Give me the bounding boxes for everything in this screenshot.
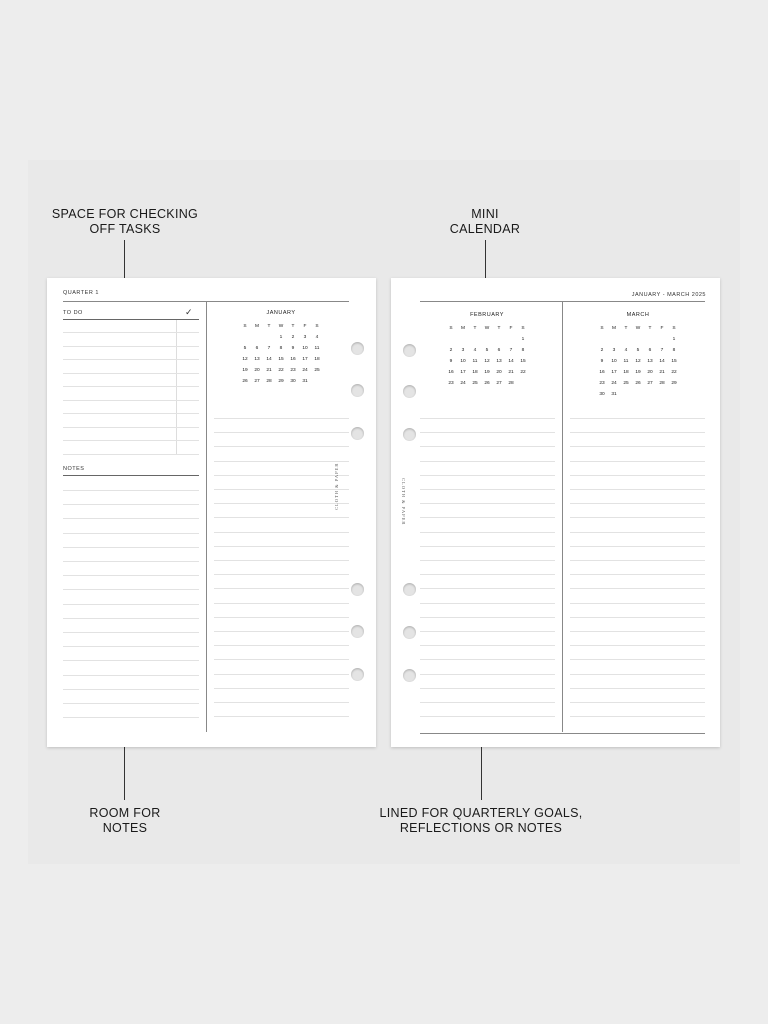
calendar-blank — [445, 336, 457, 343]
calendar-blank — [251, 334, 263, 341]
ruled-line — [214, 489, 349, 490]
ruled-line — [420, 418, 555, 419]
callout-lined: LINED FOR QUARTERLY GOALS, REFLECTIONS OR NOTES — [379, 806, 583, 835]
calendar-day: 20 — [496, 370, 502, 375]
calendar-day: 5 — [243, 346, 247, 351]
ruled-line — [214, 446, 349, 447]
calendar-day: 12 — [242, 357, 248, 362]
ruled-line — [63, 346, 199, 347]
todo-label: TO DO — [63, 310, 83, 316]
calendar-day: 4 — [473, 348, 477, 353]
calendar-blank — [263, 334, 275, 341]
weekday-label: S — [600, 326, 604, 331]
right-divider — [562, 302, 563, 732]
calendar-day: 27 — [496, 381, 502, 386]
weekday-label: F — [303, 324, 307, 329]
calendar-day: 14 — [508, 359, 514, 364]
calendar-blank — [505, 336, 517, 343]
ruled-line — [420, 517, 555, 518]
ruled-line — [420, 489, 555, 490]
calendar-day: 17 — [460, 370, 466, 375]
ruled-line — [63, 675, 199, 676]
ruled-line — [63, 618, 199, 619]
calendar-day: 23 — [599, 381, 605, 386]
calendar-day: 16 — [599, 370, 605, 375]
calendar-day: 16 — [290, 357, 296, 362]
mini-calendar-february — [445, 312, 529, 387]
ruled-line — [63, 646, 199, 647]
weekday-label: M — [461, 326, 465, 331]
ruled-line — [420, 674, 555, 675]
calendar-day: 2 — [600, 348, 604, 353]
ruled-line — [570, 702, 705, 703]
calendar-day: 27 — [254, 379, 260, 384]
ruled-line — [420, 702, 555, 703]
calendar-title: MARCH — [626, 312, 650, 318]
ruled-line — [214, 588, 349, 589]
calendar-day: 5 — [485, 348, 489, 353]
ruled-line — [214, 432, 349, 433]
calendar-day: 18 — [472, 370, 478, 375]
calendar-day: 13 — [254, 357, 260, 362]
calendar-day: 16 — [448, 370, 454, 375]
calendar-grid — [596, 325, 680, 398]
right-planner-page — [391, 278, 720, 747]
ruled-line — [214, 546, 349, 547]
ruled-line — [214, 645, 349, 646]
ruled-line — [570, 617, 705, 618]
weekday-label: S — [672, 326, 676, 331]
calendar-day: 15 — [278, 357, 284, 362]
calendar-blank — [457, 336, 469, 343]
calendar-day: 9 — [291, 346, 295, 351]
ruled-line — [214, 716, 349, 717]
calendar-title: JANUARY — [266, 310, 296, 316]
calendar-day: 2 — [449, 348, 453, 353]
binder-hole — [403, 669, 416, 682]
calendar-title: FEBRUARY — [470, 312, 504, 318]
calendar-day: 7 — [509, 348, 513, 353]
ruled-line — [214, 461, 349, 462]
ruled-line — [570, 489, 705, 490]
ruled-line — [63, 440, 199, 441]
calendar-day: 18 — [314, 357, 320, 362]
check-icon: ✓ — [185, 307, 193, 317]
ruled-line — [420, 560, 555, 561]
ruled-line — [63, 604, 199, 605]
calendar-day: 12 — [484, 359, 490, 364]
calendar-day: 20 — [647, 370, 653, 375]
ruled-line — [63, 689, 199, 690]
notes-rule — [63, 475, 199, 476]
calendar-day: 22 — [671, 370, 677, 375]
ruled-line — [214, 659, 349, 660]
calendar-day: 19 — [484, 370, 490, 375]
ruled-line — [420, 603, 555, 604]
todo-rule — [63, 319, 199, 320]
ruled-line — [570, 659, 705, 660]
binder-hole — [351, 384, 364, 397]
ruled-line — [420, 432, 555, 433]
ruled-line — [63, 359, 199, 360]
ruled-line — [214, 560, 349, 561]
calendar-day: 23 — [290, 368, 296, 373]
calendar-day: 27 — [647, 381, 653, 386]
calendar-day: 9 — [600, 359, 604, 364]
left-planner-page — [47, 278, 376, 747]
calendar-blank — [644, 336, 656, 343]
callout-checking: SPACE FOR CHECKING OFF TASKS — [51, 207, 199, 236]
ruled-line — [214, 418, 349, 419]
ruled-line — [420, 546, 555, 547]
calendar-day: 28 — [659, 381, 665, 386]
calendar-day: 3 — [612, 348, 616, 353]
ruled-line — [63, 518, 199, 519]
calendar-day: 30 — [290, 379, 296, 384]
calendar-day: 6 — [255, 346, 259, 351]
calendar-day: 15 — [671, 359, 677, 364]
ruled-line — [214, 517, 349, 518]
binder-hole — [403, 385, 416, 398]
calendar-day: 4 — [315, 335, 319, 340]
weekday-label: S — [243, 324, 247, 329]
ruled-line — [420, 446, 555, 447]
callout-notes: ROOM FOR NOTES — [89, 806, 161, 835]
ruled-line — [63, 413, 199, 414]
calendar-day: 26 — [635, 381, 641, 386]
calendar-blank — [493, 336, 505, 343]
calendar-day: 6 — [497, 348, 501, 353]
weekday-label: F — [509, 326, 513, 331]
weekday-label: S — [521, 326, 525, 331]
calendar-day: 31 — [302, 379, 308, 384]
calendar-grid — [445, 325, 529, 387]
ruled-line — [214, 688, 349, 689]
ruled-line — [63, 427, 199, 428]
calendar-day: 21 — [659, 370, 665, 375]
calendar-day: 10 — [611, 359, 617, 364]
weekday-label: M — [255, 324, 259, 329]
binder-hole — [351, 342, 364, 355]
calendar-day: 7 — [660, 348, 664, 353]
mini-calendar-january — [239, 310, 323, 385]
ruled-line — [63, 454, 199, 455]
calendar-day: 23 — [448, 381, 454, 386]
ruled-line — [63, 632, 199, 633]
calendar-blank — [469, 336, 481, 343]
brand-mark: CLOTH & PAPER — [401, 478, 406, 526]
binder-hole — [403, 583, 416, 596]
ruled-line — [63, 589, 199, 590]
mini-calendar-march — [596, 312, 680, 398]
calendar-day: 29 — [671, 381, 677, 386]
calendar-day: 22 — [278, 368, 284, 373]
calendar-day: 1 — [672, 337, 676, 342]
ruled-line — [63, 575, 199, 576]
calendar-day: 31 — [611, 392, 617, 397]
ruled-line — [63, 660, 199, 661]
calendar-day: 14 — [266, 357, 272, 362]
binder-hole — [351, 668, 364, 681]
calendar-day: 15 — [520, 359, 526, 364]
ruled-line — [570, 461, 705, 462]
ruled-line — [570, 688, 705, 689]
calendar-day: 1 — [279, 335, 283, 340]
binder-hole — [403, 344, 416, 357]
calendar-day: 5 — [636, 348, 640, 353]
calendar-blank — [239, 334, 251, 341]
calendar-blank — [608, 336, 620, 343]
quarter-label: QUARTER 1 — [63, 290, 99, 296]
calendar-day: 8 — [279, 346, 283, 351]
calendar-day: 25 — [314, 368, 320, 373]
calendar-day: 28 — [508, 381, 514, 386]
ruled-line — [420, 475, 555, 476]
binder-hole — [351, 625, 364, 638]
ruled-line — [570, 631, 705, 632]
calendar-day: 21 — [508, 370, 514, 375]
weekday-label: M — [612, 326, 616, 331]
weekday-label: W — [484, 326, 490, 331]
notes-label: NOTES — [63, 466, 85, 472]
ruled-line — [214, 603, 349, 604]
weekday-label: S — [315, 324, 319, 329]
calendar-day: 14 — [659, 359, 665, 364]
calendar-day: 19 — [635, 370, 641, 375]
weekday-label: T — [291, 324, 295, 329]
binder-hole — [403, 626, 416, 639]
ruled-line — [570, 432, 705, 433]
ruled-line — [570, 674, 705, 675]
ruled-line — [570, 603, 705, 604]
weekday-label: T — [648, 326, 652, 331]
weekday-label: W — [635, 326, 641, 331]
calendar-day: 3 — [461, 348, 465, 353]
calendar-day: 13 — [496, 359, 502, 364]
weekday-label: W — [278, 324, 284, 329]
ruled-line — [214, 532, 349, 533]
calendar-day: 20 — [254, 368, 260, 373]
calendar-day: 11 — [314, 346, 320, 351]
ruled-line — [420, 645, 555, 646]
ruled-line — [214, 617, 349, 618]
ruled-line — [420, 659, 555, 660]
calendar-day: 4 — [624, 348, 628, 353]
weekday-label: S — [449, 326, 453, 331]
weekday-label: T — [473, 326, 477, 331]
ruled-line — [570, 517, 705, 518]
calendar-day: 13 — [647, 359, 653, 364]
ruled-line — [63, 332, 199, 333]
calendar-day: 3 — [303, 335, 307, 340]
ruled-line — [63, 400, 199, 401]
ruled-line — [63, 533, 199, 534]
ruled-line — [570, 560, 705, 561]
calendar-blank — [620, 336, 632, 343]
calendar-day: 30 — [599, 392, 605, 397]
calendar-day: 28 — [266, 379, 272, 384]
ruled-line — [214, 475, 349, 476]
calendar-day: 17 — [302, 357, 308, 362]
ruled-line — [63, 703, 199, 704]
calendar-day: 19 — [242, 368, 248, 373]
calendar-day: 22 — [520, 370, 526, 375]
binder-hole — [351, 427, 364, 440]
ruled-line — [570, 475, 705, 476]
calendar-day: 26 — [242, 379, 248, 384]
todo-check-column — [176, 320, 177, 455]
ruled-line — [420, 588, 555, 589]
ruled-line — [214, 631, 349, 632]
ruled-line — [420, 716, 555, 717]
calendar-blank — [481, 336, 493, 343]
ruled-line — [63, 504, 199, 505]
calendar-day: 7 — [267, 346, 271, 351]
calendar-day: 8 — [521, 348, 525, 353]
binder-hole — [351, 583, 364, 596]
calendar-day: 25 — [623, 381, 629, 386]
calendar-day: 12 — [635, 359, 641, 364]
calendar-day: 9 — [449, 359, 453, 364]
ruled-line — [214, 574, 349, 575]
ruled-line — [570, 588, 705, 589]
left-divider — [206, 302, 207, 732]
ruled-line — [570, 418, 705, 419]
ruled-line — [420, 617, 555, 618]
calendar-day: 21 — [266, 368, 272, 373]
ruled-line — [420, 461, 555, 462]
calendar-day: 11 — [472, 359, 478, 364]
calendar-day: 1 — [521, 337, 525, 342]
calendar-day: 10 — [460, 359, 466, 364]
calendar-day: 11 — [623, 359, 629, 364]
calendar-day: 8 — [672, 348, 676, 353]
ruled-line — [570, 574, 705, 575]
ruled-line — [214, 503, 349, 504]
ruled-line — [420, 532, 555, 533]
calendar-blank — [632, 336, 644, 343]
calendar-day: 10 — [302, 346, 308, 351]
calendar-grid — [239, 323, 323, 385]
ruled-line — [214, 702, 349, 703]
ruled-line — [570, 645, 705, 646]
calendar-day: 24 — [302, 368, 308, 373]
ruled-line — [63, 373, 199, 374]
ruled-line — [420, 574, 555, 575]
calendar-blank — [596, 336, 608, 343]
ruled-line — [570, 546, 705, 547]
date-range-label: JANUARY - MARCH 2025 — [631, 292, 706, 298]
ruled-line — [570, 446, 705, 447]
calendar-day: 25 — [472, 381, 478, 386]
ruled-line — [420, 688, 555, 689]
calendar-day: 17 — [611, 370, 617, 375]
calendar-day: 6 — [648, 348, 652, 353]
ruled-line — [63, 547, 199, 548]
ruled-line — [420, 503, 555, 504]
footer-rule — [420, 733, 705, 734]
ruled-line — [420, 631, 555, 632]
calendar-blank — [656, 336, 668, 343]
ruled-line — [214, 674, 349, 675]
ruled-line — [63, 561, 199, 562]
ruled-line — [63, 490, 199, 491]
calendar-day: 24 — [611, 381, 617, 386]
weekday-label: T — [497, 326, 501, 331]
weekday-label: T — [624, 326, 628, 331]
calendar-day: 18 — [623, 370, 629, 375]
calendar-day: 26 — [484, 381, 490, 386]
ruled-line — [570, 532, 705, 533]
weekday-label: T — [267, 324, 271, 329]
ruled-line — [63, 386, 199, 387]
calendar-day: 29 — [278, 379, 284, 384]
ruled-line — [570, 716, 705, 717]
brand-mark: CLOTH & PAPER — [334, 462, 339, 510]
ruled-line — [63, 717, 199, 718]
callout-mini-calendar: MINI CALENDAR — [449, 207, 521, 236]
calendar-day: 24 — [460, 381, 466, 386]
calendar-day: 2 — [291, 335, 295, 340]
weekday-label: F — [660, 326, 664, 331]
binder-hole — [403, 428, 416, 441]
ruled-line — [570, 503, 705, 504]
